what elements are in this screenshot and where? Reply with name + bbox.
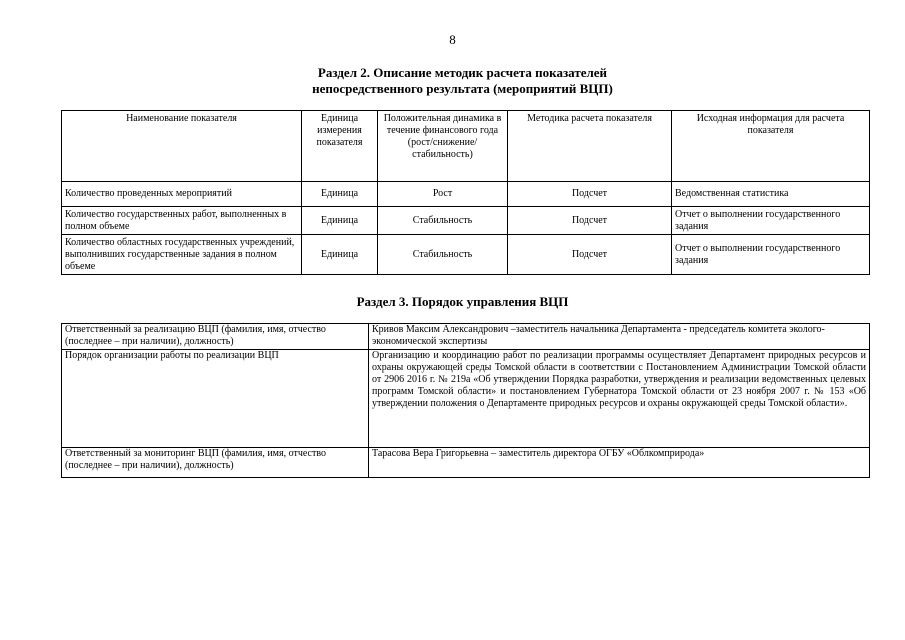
management-label: Ответственный за мониторинг ВЦП (фамилия, имя, отчество (последнее – при наличии), должность) [62,448,369,478]
section-2-title-line-1: Раздел 2. Описание методик расчета показателей [317,65,608,80]
indicator-method: Подсчет [508,207,672,235]
page-number: 8 [449,32,456,47]
table-row [62,350,870,448]
table-row [62,235,870,275]
indicators-table [61,110,870,275]
management-label: Порядок организации работы по реализации ВЦП [62,350,369,448]
indicator-name: Количество государственных работ, выполненных в полном объеме [62,207,302,235]
table-header-row [62,111,870,182]
management-value: Организацию и координацию работ по реализации программы осуществляет Департамент природных ресурсов и охраны окружающей среды Томской области в соответствии с Постановлением Администрации Томской области от 2906 2016 г. № 219а «Об утверждении Порядка разработки, утверждения и реализации ведомственных целевых программ Томской области» и постановлением Губернатора Томской области от 23 ноября 2007 г. № 153 «Об утверждении положения о Департаменте природных ресурсов и охраны окружающей среды Томской области». [369,350,870,448]
indicator-name: Количество проведенных мероприятий [62,182,302,207]
section-2-title-line-2: непосредственного результата (мероприятий ВЦП) [312,81,613,96]
table-row [62,448,870,478]
indicator-unit: Единица [302,235,378,275]
table-row [62,324,870,350]
header-indicator-name: Наименование показателя [62,111,302,182]
indicator-source: Ведомственная статистика [672,182,870,207]
section-3-title: Раздел 3. Порядок управления ВЦП [356,294,569,309]
indicator-unit: Единица [302,207,378,235]
section-2-title [0,65,905,97]
indicator-method: Подсчет [508,235,672,275]
header-method: Методика расчета показателя [508,111,672,182]
indicator-dynamics: Рост [378,182,508,207]
indicator-dynamics: Стабильность [378,207,508,235]
indicator-unit: Единица [302,182,378,207]
indicator-source: Отчет о выполнении государственного задания [672,207,870,235]
table-row [62,182,870,207]
management-table [61,323,870,478]
header-unit: Единица измерения показателя [302,111,378,182]
header-source: Исходная информация для расчета показателя [672,111,870,182]
management-value: Кривов Максим Александрович –заместитель начальника Департамента - председатель комитета эколого-экономической экспертизы [369,324,870,350]
management-value: Тарасова Вера Григорьевна – заместитель директора ОГБУ «Облкомприрода» [369,448,870,478]
indicator-method: Подсчет [508,182,672,207]
table-row [62,207,870,235]
header-dynamics: Положительная динамика в течение финансового года (рост/снижение/ стабильность) [378,111,508,182]
indicator-dynamics: Стабильность [378,235,508,275]
management-label: Ответственный за реализацию ВЦП (фамилия, имя, отчество (последнее – при наличии), должность) [62,324,369,350]
indicator-name: Количество областных государственных учреждений, выполнивших государственные задания в полном объеме [62,235,302,275]
indicator-source: Отчет о выполнении государственного задания [672,235,870,275]
